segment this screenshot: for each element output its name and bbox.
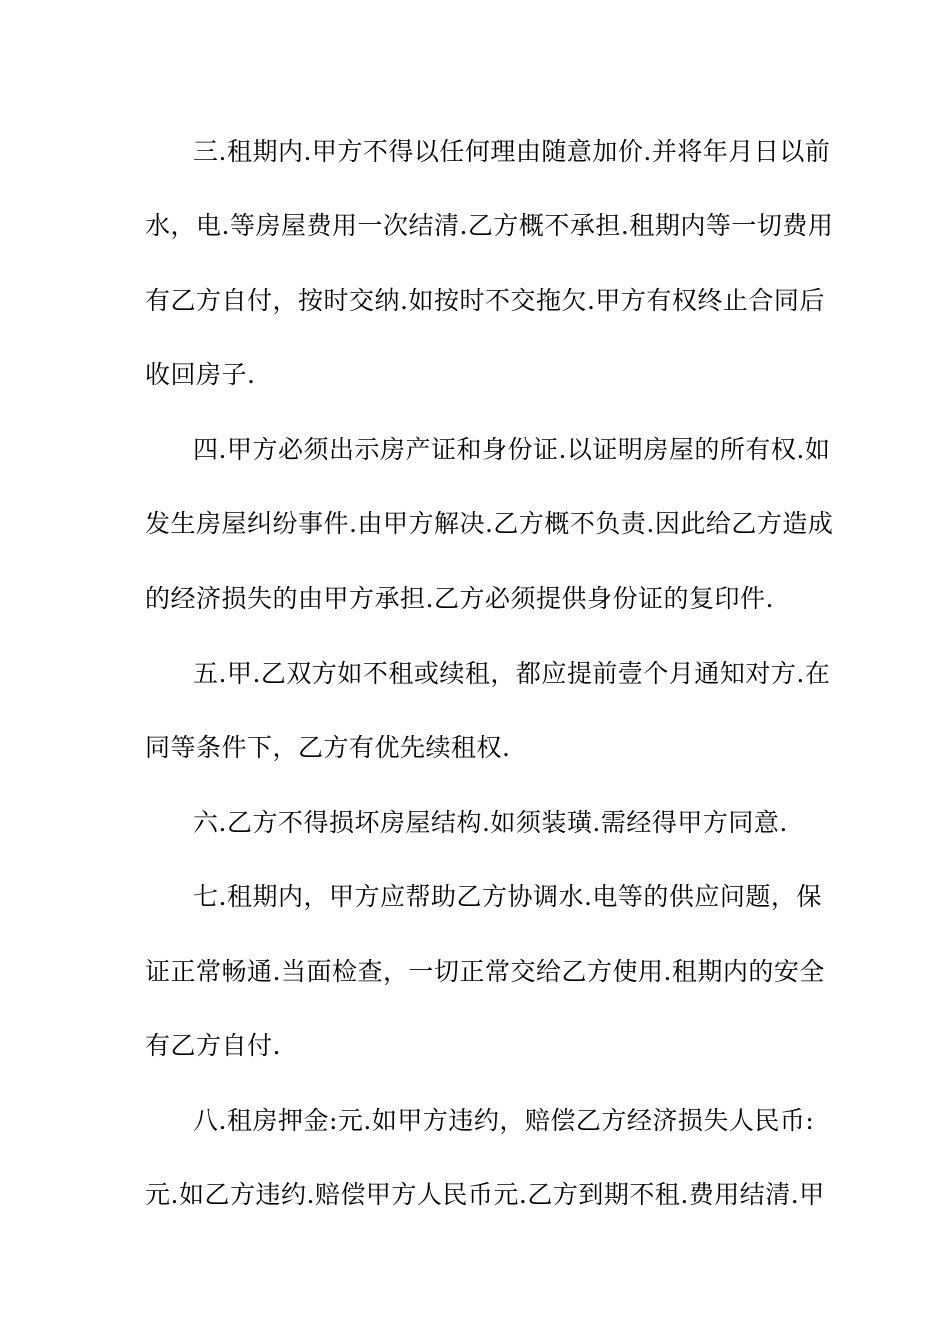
clause-5-line-2: 同等条件下，乙方有优先续租权. [145, 733, 511, 762]
clause-3-line-1: 三.租期内.甲方不得以任何理由随意加价.并将年月日以前 [193, 137, 831, 166]
clause-5-line-1: 五.甲.乙双方如不租或续租，都应提前壹个月通知对方.在 [193, 659, 831, 688]
clause-4-line-1: 四.甲方必须出示房产证和身份证.以证明房屋的所有权.如 [193, 435, 831, 464]
clause-8-line-1: 八.租房押金:元.如甲方违约，赔偿乙方经济损失人民币: [193, 1106, 815, 1135]
clause-7-line-3: 有乙方自付. [145, 1031, 281, 1060]
clause-4-line-2: 发生房屋纠纷事件.由甲方解决.乙方概不负责.因此给乙方造成 [145, 509, 834, 538]
clause-6-line-1: 六.乙方不得损坏房屋结构.如须装璜.需经得甲方同意. [193, 808, 788, 837]
clause-3-line-2: 水，电.等房屋费用一次结清.乙方概不承担.租期内等一切费用 [145, 211, 834, 240]
clause-7-line-2: 证正常畅通.当面检查，一切正常交给乙方使用.租期内的安全 [145, 957, 825, 986]
clause-8-line-2: 元.如乙方违约.赔偿甲方人民币元.乙方到期不租.费用结清.甲 [145, 1180, 825, 1209]
clause-3-line-4: 收回房子. [145, 360, 256, 389]
clause-3-line-3: 有乙方自付，按时交纳.如按时不交拖欠.甲方有权终止合同后 [145, 286, 825, 315]
clause-7-line-1: 七.租期内，甲方应帮助乙方协调水.电等的供应问题，保 [193, 882, 822, 911]
clause-4-line-3: 的经济损失的由甲方承担.乙方必须提供身份证的复印件. [145, 584, 774, 613]
